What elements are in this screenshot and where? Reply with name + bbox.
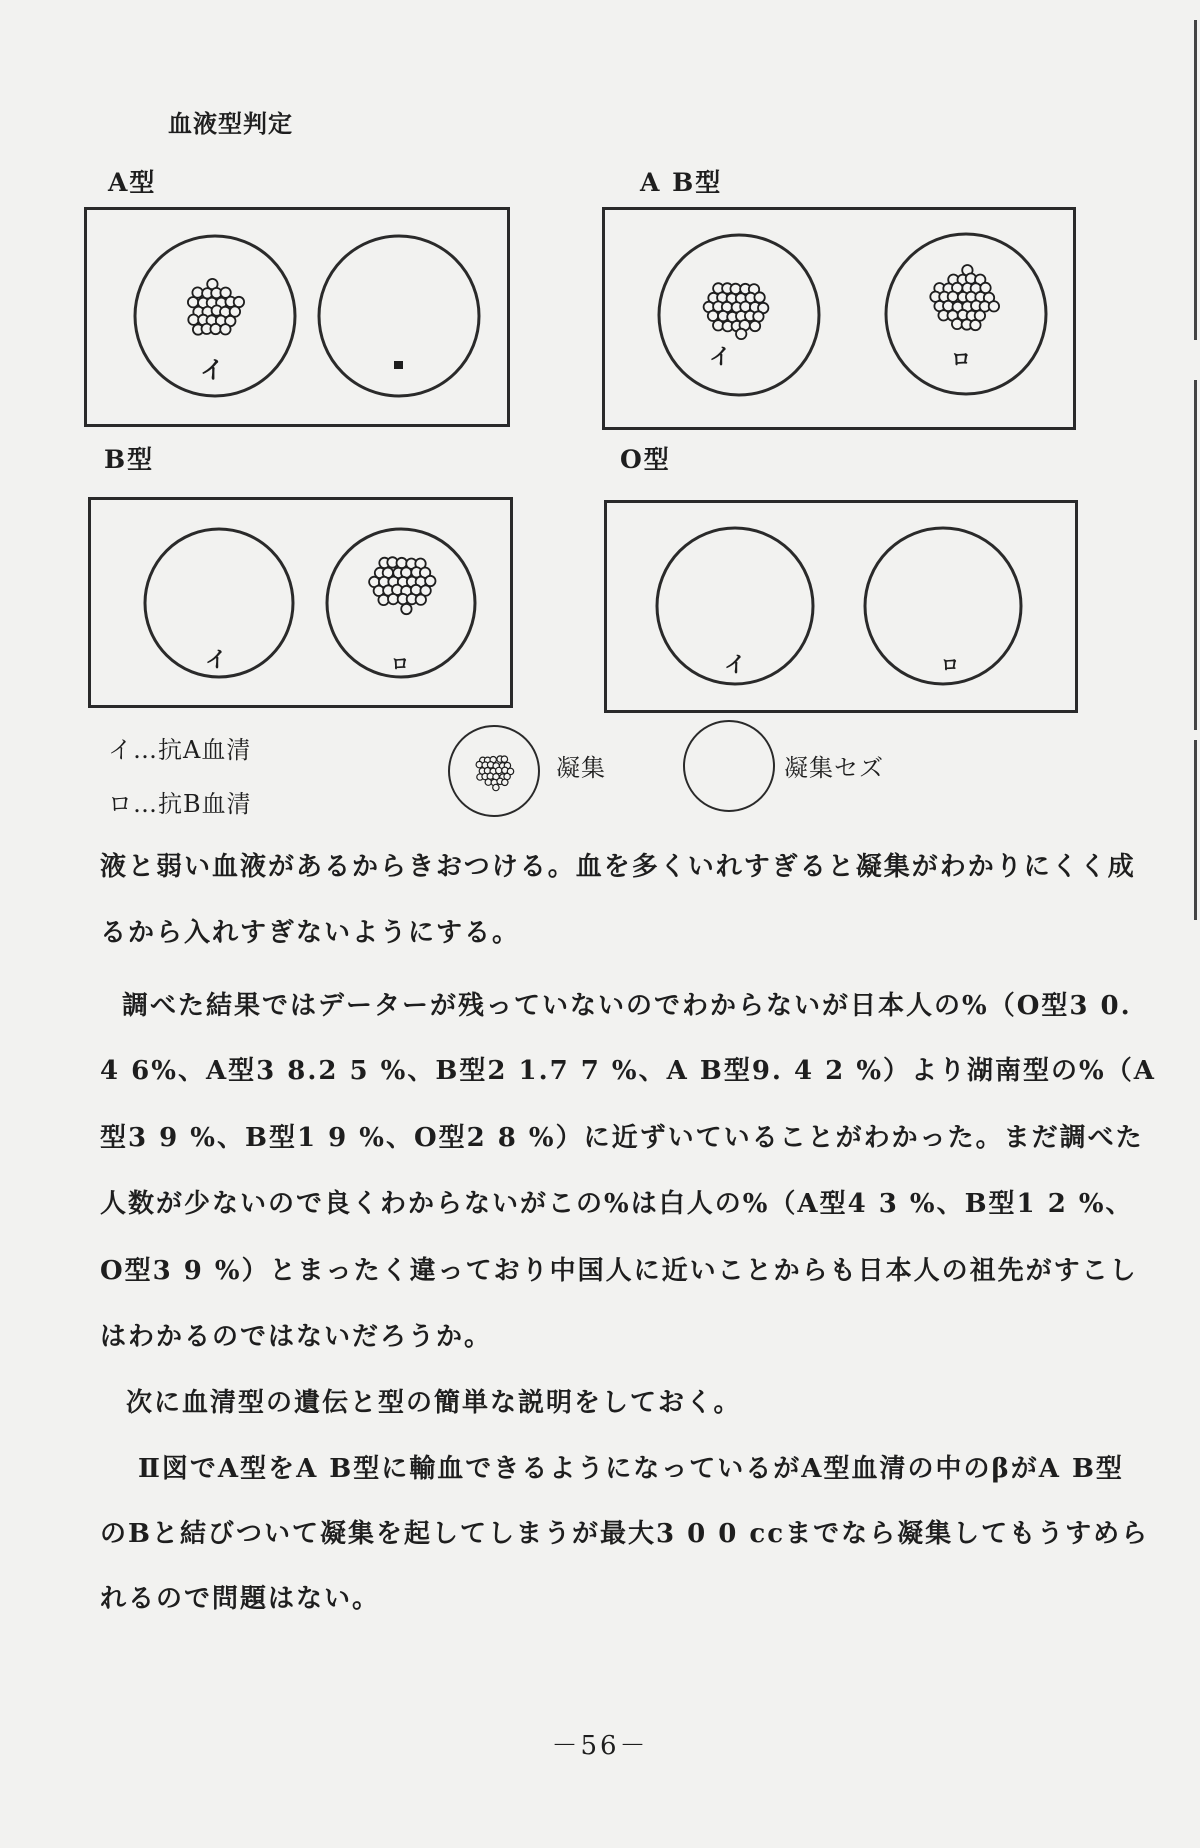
page-number: －56－ <box>551 1731 649 1761</box>
well-a-ro <box>319 236 479 396</box>
scan-edge-mark-middle <box>1194 380 1197 730</box>
body-line-4: 4 6%、A型3 8.2 5 %、B型2 1.7 7 %、A B型9. 4 2 %）より湖南型の%（A <box>100 1056 1156 1086</box>
body-line-9: 次に血清型の遺伝と型の簡単な説明をしておく。 <box>126 1388 742 1418</box>
panel-o-drawing <box>607 503 1081 716</box>
well-b-ro-mark: ロ <box>391 654 409 675</box>
well-ab-ro-mark: ロ <box>951 347 971 371</box>
agglutinated-cell <box>502 779 508 785</box>
agglutinated-cell <box>750 321 760 331</box>
panel-a-label: A型 <box>108 168 157 197</box>
body-line-10: Ⅱ図でA型をA B型に輸血できるようになっているがA型血清の中のβがA B型 <box>138 1454 1124 1484</box>
body-line-11: のBと結びついて凝集を起してしまうが最大3 0 0 ccまでなら凝集してもうすめら <box>100 1519 1150 1549</box>
agglutinated-cell <box>496 767 502 773</box>
agglutinated-cell <box>188 315 198 325</box>
agglutinated-cell <box>401 604 411 614</box>
well-a-i-mark: イ <box>200 355 224 384</box>
well-o-i-mark: イ <box>724 652 747 678</box>
legend-agglutination-cluster <box>450 727 542 819</box>
agglutinated-cell <box>754 292 764 302</box>
agglutination-cluster <box>188 279 244 335</box>
body-line-3: 調べた結果ではデーターが残っていないのでわからないが日本人の%（O型3 0. <box>122 991 1132 1021</box>
body-line-12: れるので問題はない。 <box>100 1584 381 1614</box>
body-line-1: 液と弱い血液があるからきおつける。血を多くいれすぎると凝集がわかりにくく成 <box>100 852 1136 882</box>
agglutination-cluster <box>930 265 999 330</box>
agglutinated-cell <box>970 320 980 330</box>
agglutinated-cell <box>493 784 499 790</box>
panel-a <box>84 207 510 427</box>
agglutination-cluster <box>369 557 435 614</box>
agglutination-cluster <box>476 756 514 791</box>
agglutinated-cell <box>210 324 220 334</box>
agglutinated-cell <box>736 329 746 339</box>
body-line-5: 型3 9 %、B型1 9 %、O型2 8 %）に近ずいていることがわかった。まだ調べた <box>100 1123 1144 1153</box>
well-b-i-mark: イ <box>205 647 228 673</box>
well-o-ro-mark: ロ <box>941 655 959 676</box>
panel-o-label: O型 <box>620 445 671 474</box>
dot-mark <box>394 361 403 369</box>
panel-b <box>88 497 513 708</box>
scan-edge-mark-bottom <box>1194 740 1197 920</box>
panel-b-label: B型 <box>104 445 155 474</box>
page-heading: 血液型判定 <box>168 109 293 138</box>
agglutinated-cell <box>989 301 999 311</box>
agglutinated-cell <box>188 297 198 307</box>
body-line-2: るから入れすぎないようにする。 <box>100 918 521 948</box>
legend-agglutination-circle <box>448 725 540 817</box>
agglutinated-cell <box>416 595 426 605</box>
panel-o <box>604 500 1078 713</box>
legend-no-agglutination-circle <box>683 720 775 812</box>
panel-ab-drawing <box>605 210 1079 433</box>
well-ab-i-mark: イ <box>709 344 732 370</box>
panel-a-drawing <box>87 210 513 430</box>
body-line-8: はわかるのではないだろうか。 <box>100 1322 493 1352</box>
body-line-7: O型3 9 %）とまったく違っており中国人に近いことからも日本人の祖先がすこし <box>100 1256 1138 1286</box>
panel-b-drawing <box>91 500 516 711</box>
agglutinated-cell <box>501 756 507 762</box>
legend-anti-b: ロ…抗B血清 <box>108 790 252 818</box>
panel-ab-label: A B型 <box>640 168 723 197</box>
legend-agglutination-label: 凝集 <box>556 754 606 782</box>
scan-edge-mark-top <box>1194 20 1197 340</box>
body-line-6: 人数が少ないので良くわからないがこの%は白人の%（A型4 3 %、B型1 2 %、 <box>100 1189 1134 1219</box>
legend-no-agglutination-label: 凝集セズ <box>784 754 884 782</box>
agglutinated-cell <box>220 324 230 334</box>
agglutination-cluster <box>704 283 769 339</box>
panel-ab <box>602 207 1076 430</box>
legend-anti-a: イ…抗A血清 <box>108 736 252 764</box>
